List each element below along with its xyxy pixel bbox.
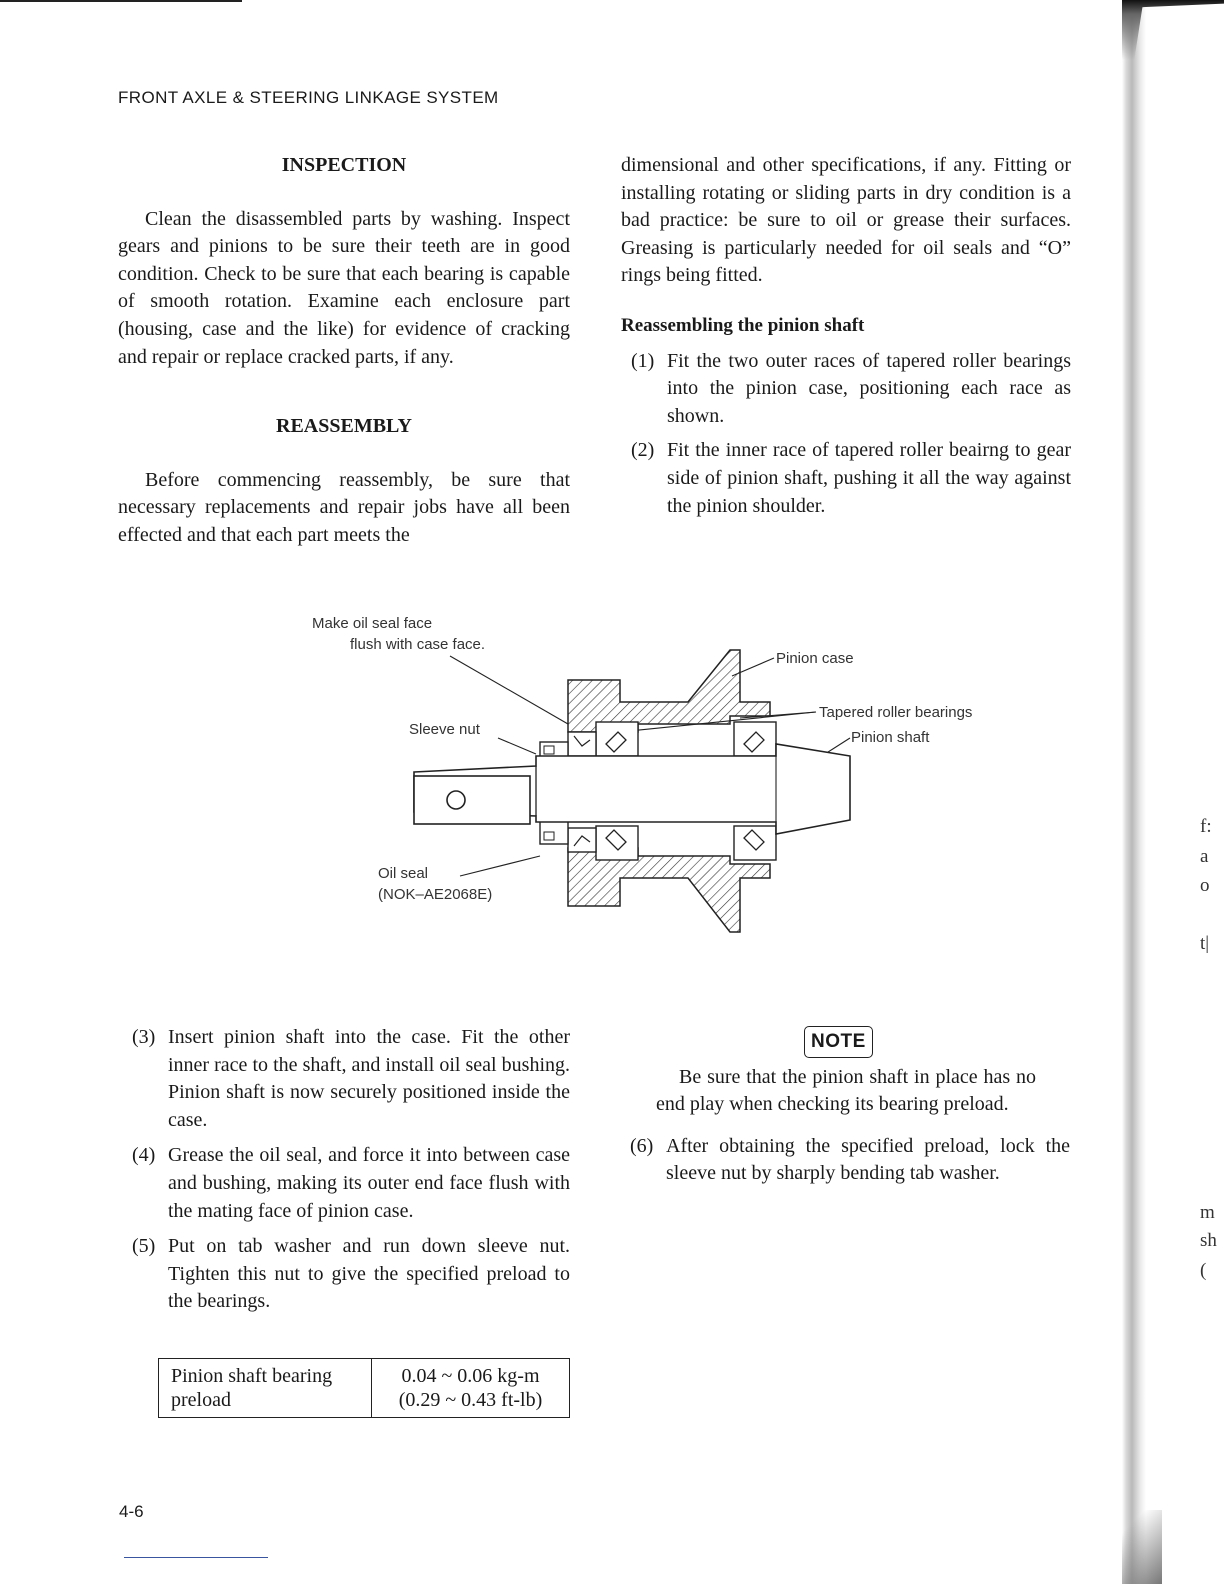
page-spine-shadow	[1122, 0, 1224, 1584]
step-number: (6)	[630, 1134, 654, 1157]
step-number: (5)	[132, 1235, 156, 1258]
preload-spec-table	[158, 1358, 570, 1418]
right-column-bottom	[630, 1026, 1070, 1188]
spec-row	[159, 1359, 570, 1418]
label-sleeve-nut: Sleeve nut	[409, 721, 480, 738]
spec-item-line1: Pinion shaft bearing	[171, 1365, 333, 1387]
spec-value-line1: 0.04 ~ 0.06 kg-m	[401, 1365, 540, 1387]
sleeve-nut-lower	[540, 820, 568, 844]
label-oil-seal-line2: (NOK–AE2068E)	[378, 886, 493, 903]
step-6	[630, 1133, 1070, 1188]
bearing-lower-right	[734, 826, 776, 860]
edge-fragment: a	[1200, 846, 1209, 867]
step-number: (2)	[631, 439, 655, 462]
right-column-top	[621, 152, 1071, 520]
label-pinion-shaft: Pinion shaft	[851, 729, 930, 746]
step-text: After obtaining the specified preload, lock the sleeve nut by sharply bending tab washer.	[666, 1134, 1070, 1185]
step-number: (3)	[132, 1026, 156, 1048]
edge-fragment: o	[1200, 875, 1210, 896]
note-text: Be sure that the pinion shaft in place has no end play when checking its bearing preload.	[656, 1065, 1036, 1116]
label-tapered-roller-bearings: Tapered roller bearings	[819, 704, 973, 721]
inspection-heading: INSPECTION	[281, 154, 407, 176]
label-oil-seal-face-line1: Make oil seal face	[312, 615, 433, 632]
spec-item-cell	[159, 1359, 372, 1418]
step-4	[132, 1142, 570, 1225]
top-rule	[0, 0, 242, 2]
step-text: Fit the two outer races of tapered roller bearings into the pinion case, positioning each race as shown.	[667, 349, 1071, 427]
edge-fragment: sh	[1200, 1230, 1217, 1251]
yoke-bolt-hole	[447, 791, 465, 809]
step-2	[631, 437, 1071, 520]
edge-fragment: t|	[1200, 933, 1210, 954]
step-3	[132, 1024, 570, 1134]
bottom-rule	[124, 1557, 268, 1558]
shaft-yoke-end	[414, 776, 530, 824]
page-number: 4-6	[119, 1502, 144, 1521]
note-label-wrap	[630, 1026, 1070, 1058]
step-text: Insert pinion shaft into the case. Fit the other inner race to the shaft, and install oil seal bushing. Pinion shaft is now securely positioned inside the case.	[168, 1026, 570, 1131]
reassembly-paragraph-part2: dimensional and other specifications, if any. Fitting or installing rotating or sliding parts in dry condition is a bad practice: be sure to oil or grease their surfaces. Greasing is particularly needed for oil seals and “O” rings being fitted.	[621, 154, 1071, 287]
step-1	[631, 348, 1071, 431]
pinion-shaft-assembly-diagram	[300, 606, 1020, 946]
oil-seal-upper	[568, 732, 596, 756]
reassembly-paragraph-part1: Before commencing reassembly, be sure that necessary replacements and repair jobs have all been effected and that each part meets the	[118, 468, 570, 546]
bearing-upper-right	[734, 722, 776, 756]
edge-fragment: f:	[1200, 816, 1212, 837]
reassembly-heading: REASSEMBLY	[276, 415, 412, 438]
step-number: (1)	[631, 349, 655, 372]
spec-value-cell	[372, 1359, 570, 1418]
edge-fragment: m	[1200, 1202, 1215, 1223]
left-column-bottom	[132, 1024, 570, 1316]
label-pinion-case: Pinion case	[776, 650, 854, 667]
oil-seal-lower	[568, 828, 596, 852]
edge-fragment: (	[1200, 1260, 1207, 1281]
bearing-lower-left	[596, 826, 638, 860]
inspection-paragraph: Clean the disassembled parts by washing. Inspect gears and pinions to be sure their teeth are in good condition. Check to be sure that each bearing is capable of smooth rotation. Examine each enclosure part (housing, case and the like) for evidence of cracking and repair or replace cracked parts, if any.	[118, 207, 570, 368]
label-oil-seal-line1: Oil seal	[378, 865, 429, 882]
page-spine-shadow-bottom	[1122, 1510, 1162, 1584]
note-label: NOTE	[804, 1026, 873, 1058]
step-text: Fit the inner race of tapered roller beairng to gear side of pinion shaft, pushing it all the way against the pinion shoulder.	[667, 439, 1071, 517]
spec-item-line2: preload	[171, 1389, 231, 1411]
left-column-top	[118, 152, 570, 550]
step-number: (4)	[132, 1144, 156, 1167]
step-text: Put on tab washer and run down sleeve nut. Tighten this nut to give the specified preload to the bearings.	[168, 1235, 570, 1313]
label-oil-seal-face-line2: flush with case face.	[350, 636, 486, 653]
step-5	[132, 1233, 570, 1316]
spec-value-line2: (0.29 ~ 0.43 ft-lb)	[398, 1389, 543, 1411]
bearing-upper-left	[596, 722, 638, 756]
pinion-shaft-heading: Reassembling the pinion shaft	[621, 314, 865, 336]
running-head: FRONT AXLE & STEERING LINKAGE SYSTEM	[118, 88, 499, 107]
step-text: Grease the oil seal, and force it into between case and bushing, making its outer end face flush with the mating face of pinion case.	[168, 1144, 570, 1222]
